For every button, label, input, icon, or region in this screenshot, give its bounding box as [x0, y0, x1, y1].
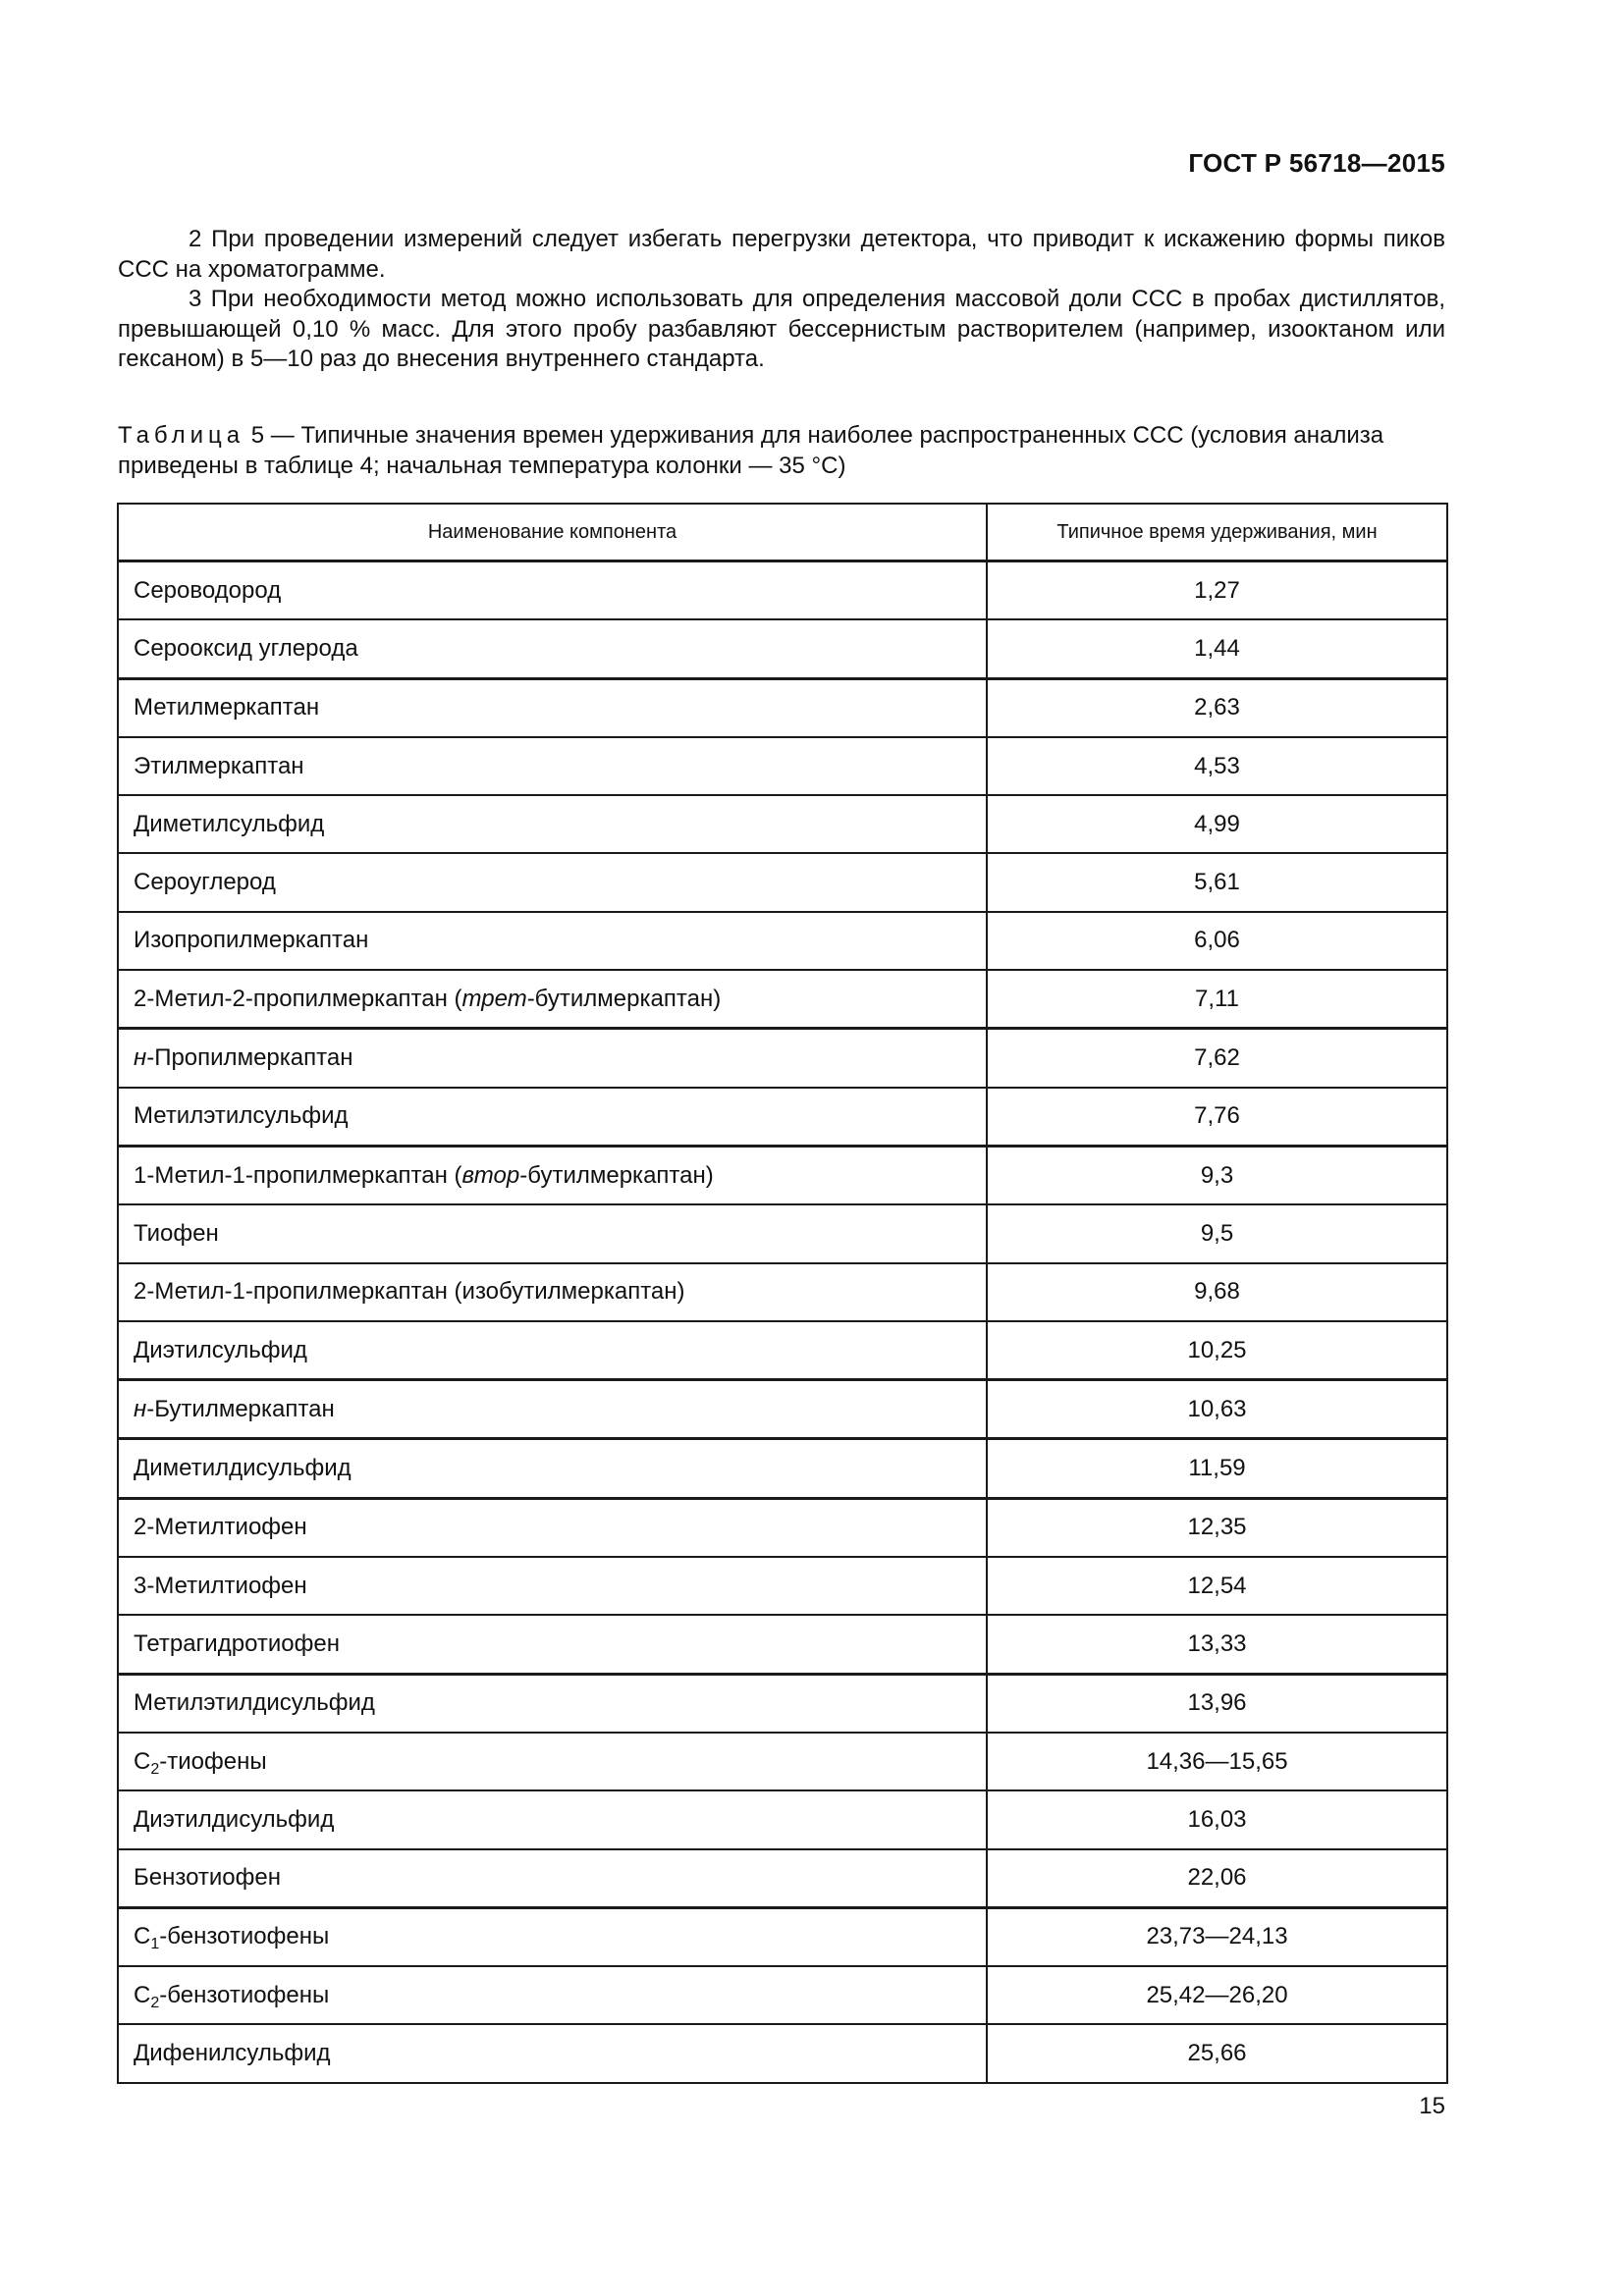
component-name-part: 2-Метил-2-пропилмеркаптан (	[134, 985, 462, 1012]
component-name: Этилмеркаптан	[134, 752, 304, 779]
retention-time-cell: 9,5	[987, 1204, 1447, 1262]
component-name-part: -бензотиофены	[159, 1923, 330, 1950]
table-row	[118, 1790, 1447, 1848]
table-row	[118, 1733, 1447, 1790]
retention-time-cell: 6,06	[987, 912, 1447, 970]
component-name-cell	[118, 1498, 987, 1557]
retention-time-cell: 4,99	[987, 795, 1447, 853]
component-name-cell	[118, 1557, 987, 1615]
retention-time-cell: 16,03	[987, 1790, 1447, 1848]
component-name-cell	[118, 1907, 987, 1966]
retention-time-cell: 7,11	[987, 970, 1447, 1029]
table-row	[118, 1204, 1447, 1262]
table-row	[118, 1263, 1447, 1321]
table-row	[118, 1439, 1447, 1498]
table-row	[118, 1321, 1447, 1380]
component-name-subscript: 2	[150, 1760, 160, 1778]
component-name-cell	[118, 970, 987, 1029]
component-name-cell	[118, 1790, 987, 1848]
retention-time-cell: 7,76	[987, 1088, 1447, 1147]
component-name: Метилмеркаптан	[134, 694, 320, 721]
component-name-cell	[118, 1966, 987, 2024]
component-name-part: C	[134, 1747, 151, 1775]
component-name: 2-Метил-1-пропилмеркаптан (изобутилмеркаптан)	[134, 1278, 685, 1306]
table-row	[118, 1966, 1447, 2024]
component-name-part: 1-Метил-1-пропилмеркаптан (	[134, 1161, 462, 1189]
component-name-italic: н	[134, 1395, 147, 1422]
component-name-cell	[118, 678, 987, 737]
component-name: 3-Метилтиофен	[134, 1572, 307, 1599]
table-row	[118, 1146, 1447, 1204]
component-name-cell	[118, 1439, 987, 1498]
component-name-cell	[118, 853, 987, 911]
component-name-cell	[118, 1380, 987, 1439]
component-name-italic: трет	[461, 985, 527, 1012]
component-name: Метилэтилдисульфид	[134, 1689, 375, 1717]
table-caption-prefix: Таблица	[118, 422, 245, 449]
table-row	[118, 912, 1447, 970]
retention-time-cell: 25,42—26,20	[987, 1966, 1447, 2024]
component-name-cell	[118, 1849, 987, 1908]
component-name-cell	[118, 737, 987, 795]
component-name-cell	[118, 1029, 987, 1088]
note-2: 2 При проведении измерений следует избегать перегрузки детектора, что приводит к искажению формы пиков ССС на хроматограмме.	[118, 226, 1445, 283]
component-name-part: -Бутилмеркаптан	[146, 1395, 335, 1422]
component-name-part: -бензотиофены	[159, 1981, 330, 2008]
component-name: Дифенилсульфид	[134, 2040, 331, 2067]
table-row	[118, 1498, 1447, 1557]
component-name-part: -тиофены	[159, 1747, 267, 1775]
component-name: Бензотиофен	[134, 1864, 281, 1892]
component-name-subscript: 1	[150, 1936, 160, 1953]
table-row	[118, 619, 1447, 678]
retention-time-cell: 10,25	[987, 1321, 1447, 1380]
component-name: Сероводород	[134, 576, 282, 604]
retention-time-cell: 13,96	[987, 1674, 1447, 1733]
component-name: Тиофен	[134, 1219, 219, 1247]
component-name-cell	[118, 1733, 987, 1790]
retention-time-cell: 5,61	[987, 853, 1447, 911]
component-name-cell	[118, 795, 987, 853]
retention-time-cell: 1,27	[987, 561, 1447, 620]
component-name: Серооксид углерода	[134, 634, 358, 662]
table-row	[118, 970, 1447, 1029]
table-caption	[118, 421, 1445, 481]
component-name: Диэтилдисульфид	[134, 1805, 335, 1833]
component-name-part: -Пропилмеркаптан	[146, 1044, 353, 1072]
retention-times-table	[117, 503, 1448, 2084]
retention-time-cell: 11,59	[987, 1439, 1447, 1498]
document-code: ГОСТ Р 56718—2015	[1188, 148, 1445, 178]
component-name: Изопропилмеркаптан	[134, 927, 369, 954]
table-row	[118, 1615, 1447, 1674]
retention-time-cell: 23,73—24,13	[987, 1907, 1447, 1966]
table-row	[118, 1907, 1447, 1966]
note-3: 3 При необходимости метод можно использовать для определения массовой доли ССС в пробах дистиллятов, превышающей 0,10 % масс. Для этого пробу разбавляют бессернистым растворителем (например, изооктаном или гексаном) в 5—10 раз до внесения внутреннего стандарта.	[118, 286, 1445, 372]
retention-time-cell: 9,68	[987, 1263, 1447, 1321]
table-row	[118, 678, 1447, 737]
table-row	[118, 1029, 1447, 1088]
table-body	[118, 561, 1447, 2083]
component-name: Сероуглерод	[134, 869, 276, 896]
component-name: Диэтилсульфид	[134, 1336, 307, 1363]
table-row	[118, 1088, 1447, 1147]
retention-time-cell: 12,35	[987, 1498, 1447, 1557]
component-name-cell	[118, 1321, 987, 1380]
component-name-cell	[118, 1674, 987, 1733]
retention-time-cell: 1,44	[987, 619, 1447, 678]
page-number: 15	[1419, 2093, 1445, 2119]
component-name: Метилэтилсульфид	[134, 1102, 349, 1130]
component-name-italic: н	[134, 1044, 147, 1072]
column-header-component: Наименование компонента	[118, 504, 987, 561]
component-name: 2-Метилтиофен	[134, 1514, 307, 1541]
component-name-italic: втор	[461, 1161, 520, 1189]
component-name-part: C	[134, 1981, 151, 2008]
retention-time-cell: 10,63	[987, 1380, 1447, 1439]
component-name-cell	[118, 2024, 987, 2082]
component-name-cell	[118, 561, 987, 620]
component-name-cell	[118, 1088, 987, 1147]
table-header-row	[118, 504, 1447, 561]
component-name: Диметилсульфид	[134, 810, 325, 837]
component-name-part: C	[134, 1923, 151, 1950]
component-name-cell	[118, 619, 987, 678]
table-row	[118, 1674, 1447, 1733]
retention-time-cell: 7,62	[987, 1029, 1447, 1088]
component-name-cell	[118, 1204, 987, 1262]
retention-time-cell: 13,33	[987, 1615, 1447, 1674]
table-row	[118, 795, 1447, 853]
retention-time-cell: 25,66	[987, 2024, 1447, 2082]
table-caption-text: 5 — Типичные значения времен удерживания для наиболее распространенных ССС (условия анализа приведены в таблице 4; начальная температура колонки — 35 °С)	[118, 422, 1384, 479]
table-row	[118, 2024, 1447, 2082]
retention-time-cell: 14,36—15,65	[987, 1733, 1447, 1790]
retention-time-cell: 2,63	[987, 678, 1447, 737]
table-row	[118, 1849, 1447, 1908]
table-row	[118, 561, 1447, 620]
table-row	[118, 1380, 1447, 1439]
component-name-part: -бутилмеркаптан)	[526, 985, 722, 1012]
column-header-retention-time: Типичное время удерживания, мин	[987, 504, 1447, 561]
retention-time-cell: 22,06	[987, 1849, 1447, 1908]
notes-block	[118, 225, 1445, 375]
retention-time-cell: 4,53	[987, 737, 1447, 795]
component-name-cell	[118, 1615, 987, 1674]
table-row	[118, 1557, 1447, 1615]
retention-time-cell: 12,54	[987, 1557, 1447, 1615]
table-row	[118, 853, 1447, 911]
component-name: Тетрагидротиофен	[134, 1629, 340, 1657]
component-name: Диметилдисульфид	[134, 1455, 352, 1482]
table-row	[118, 737, 1447, 795]
component-name-subscript: 2	[150, 1994, 160, 2011]
retention-time-cell: 9,3	[987, 1146, 1447, 1204]
component-name-part: -бутилмеркаптан)	[519, 1161, 714, 1189]
component-name-cell	[118, 912, 987, 970]
component-name-cell	[118, 1263, 987, 1321]
component-name-cell	[118, 1146, 987, 1204]
